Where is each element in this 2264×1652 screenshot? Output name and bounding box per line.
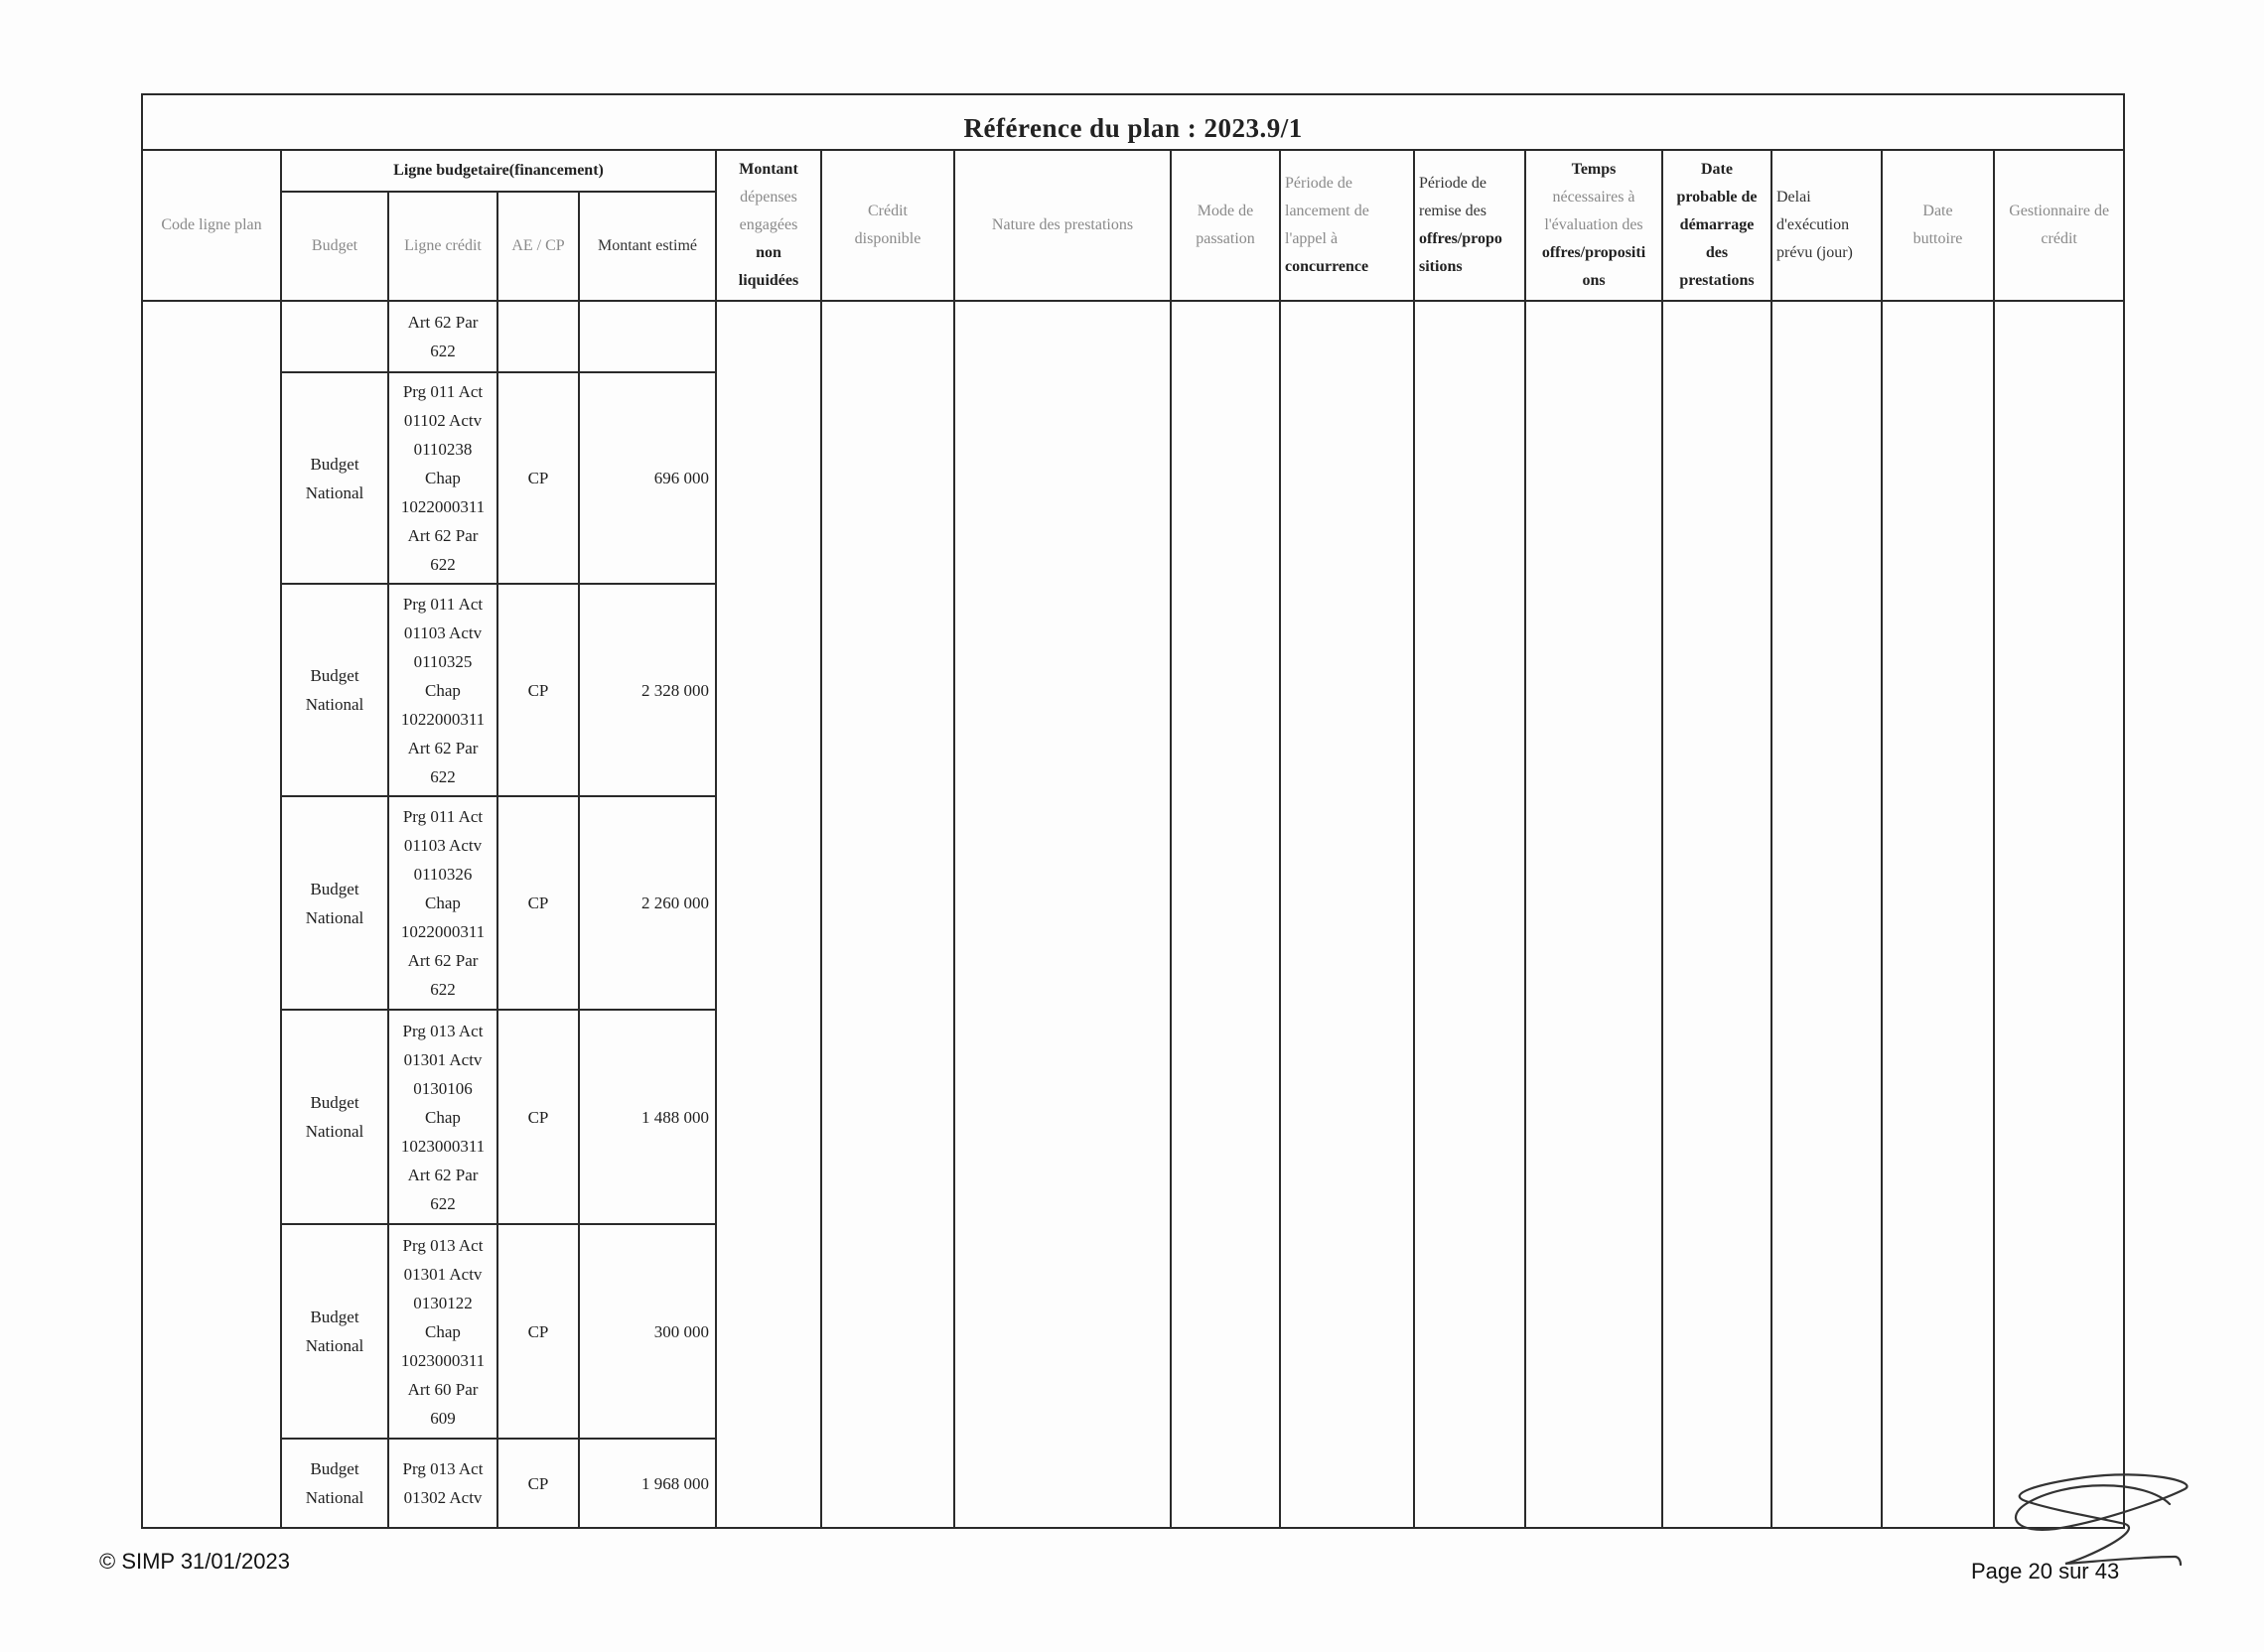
budget-cell: Budget National: [281, 1224, 388, 1439]
ae-cp-cell: CP: [497, 1010, 579, 1224]
header-ligne-budgetaire: Ligne budgetaire(financement): [281, 150, 716, 192]
empty-col: [821, 301, 954, 1528]
ae-cp-cell: [497, 301, 579, 372]
empty-col: [1280, 301, 1414, 1528]
ligne-credit-cell: Prg 011 Act 01102 Actv 0110238 Chap 1022000311 Art 62 Par 622: [388, 372, 497, 584]
header-periode-remise: Période de remise des offres/propo sitions: [1414, 150, 1525, 301]
page-number: Page 20 sur 43: [1971, 1559, 2120, 1583]
header-gestionnaire-credit: Gestionnaire de crédit: [1994, 150, 2124, 301]
header-nature-prestations: Nature des prestations: [954, 150, 1171, 301]
header-budget: Budget: [281, 192, 388, 301]
empty-col: [1171, 301, 1280, 1528]
empty-col: [1414, 301, 1525, 1528]
budget-cell: [281, 301, 388, 372]
ligne-credit-cell: Prg 013 Act 01301 Actv 0130106 Chap 1023000311 Art 62 Par 622: [388, 1010, 497, 1224]
empty-col: [1771, 301, 1882, 1528]
budget-cell: Budget National: [281, 796, 388, 1010]
montant-cell: 1 968 000: [579, 1439, 716, 1528]
budget-cell: Budget National: [281, 1439, 388, 1528]
header-mode-passation: Mode de passation: [1171, 150, 1280, 301]
empty-col: [716, 301, 821, 1528]
budget-cell: Budget National: [281, 584, 388, 796]
empty-col: [954, 301, 1171, 1528]
handwritten-signature-icon: [1996, 1449, 2204, 1579]
ae-cp-cell: CP: [497, 372, 579, 584]
procurement-plan-table: [141, 93, 2125, 1529]
code-ligne-plan-cell: [142, 301, 281, 1528]
ae-cp-cell: CP: [497, 1439, 579, 1528]
montant-cell: [579, 301, 716, 372]
ae-cp-cell: CP: [497, 584, 579, 796]
header-temps-evaluation: Temps nécessaires à l'évaluation des offres/propositi ons: [1525, 150, 1662, 301]
header-montant-depenses: Montant dépenses engagées non liquidées: [716, 150, 821, 301]
ligne-credit-cell: Prg 011 Act 01103 Actv 0110326 Chap 1022000311 Art 62 Par 622: [388, 796, 497, 1010]
ligne-credit-cell: Prg 011 Act 01103 Actv 0110325 Chap 1022000311 Art 62 Par 622: [388, 584, 497, 796]
header-periode-lancement: Période de lancement de l'appel à concurrence: [1280, 150, 1414, 301]
header-credit-disponible: Crédit disponible: [821, 150, 954, 301]
budget-cell: Budget National: [281, 1010, 388, 1224]
title-cell: [142, 94, 2124, 150]
table-row: [142, 301, 2124, 372]
montant-cell: 300 000: [579, 1224, 716, 1439]
plan-reference-title: Référence du plan : 2023.9/1: [963, 112, 1303, 143]
empty-col: [1994, 301, 2124, 1528]
header-delai-execution: Delai d'exécution prévu (jour): [1771, 150, 1882, 301]
montant-cell: 1 488 000: [579, 1010, 716, 1224]
header-montant-estime: Montant estimé: [579, 192, 716, 301]
header-code-ligne-plan: Code ligne plan: [142, 150, 281, 301]
header-ae-cp: AE / CP: [497, 192, 579, 301]
ligne-credit-cell: Prg 013 Act 01301 Actv 0130122 Chap 1023000311 Art 60 Par 609: [388, 1224, 497, 1439]
montant-cell: 2 260 000: [579, 796, 716, 1010]
empty-col: [1882, 301, 1994, 1528]
montant-cell: 696 000: [579, 372, 716, 584]
footer-copyright: © SIMP 31/01/2023: [99, 1549, 290, 1574]
montant-cell: 2 328 000: [579, 584, 716, 796]
header-date-buttoire: Date buttoire: [1882, 150, 1994, 301]
empty-col: [1662, 301, 1771, 1528]
budget-cell: Budget National: [281, 372, 388, 584]
empty-col: [1525, 301, 1662, 1528]
ae-cp-cell: CP: [497, 796, 579, 1010]
ligne-credit-cell: Art 62 Par 622: [388, 301, 497, 372]
header-ligne-credit: Ligne crédit: [388, 192, 497, 301]
ae-cp-cell: CP: [497, 1224, 579, 1439]
ligne-credit-cell: Prg 013 Act 01302 Actv: [388, 1439, 497, 1528]
header-date-probable: Date probable de démarrage des prestations: [1662, 150, 1771, 301]
